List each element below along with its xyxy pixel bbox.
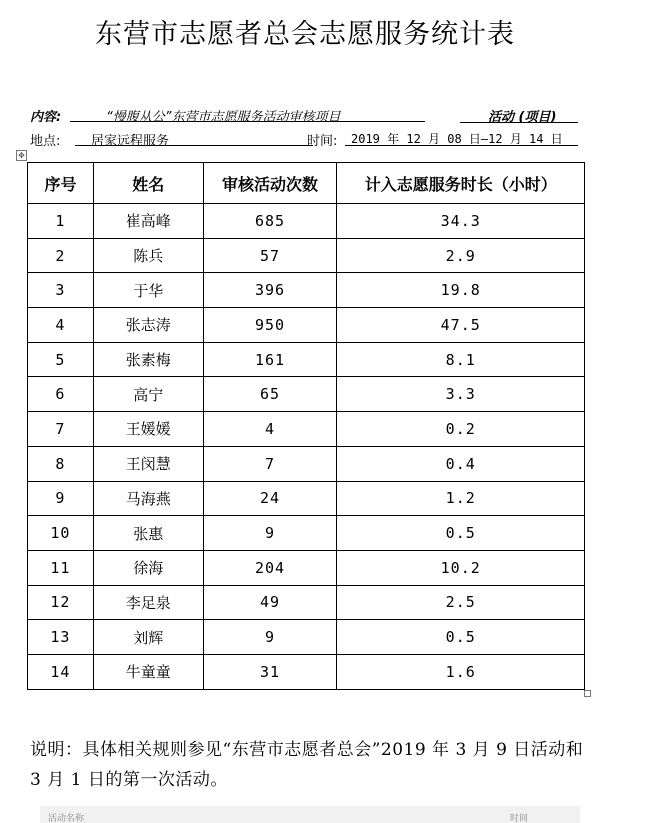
footer-col-activity: 活动名称 [48, 814, 85, 823]
cell-hours[interactable]: 19.8 [337, 273, 585, 308]
time-label: 时间: [307, 134, 338, 149]
cell-count[interactable]: 685 [203, 204, 337, 239]
footer-strip [40, 806, 580, 823]
cell-name[interactable]: 王媛媛 [93, 412, 203, 447]
content-label: 内容: [30, 110, 62, 125]
page-title: 东营市志愿者总会志愿服务统计表 [95, 19, 515, 50]
table-row [28, 342, 585, 377]
cell-hours[interactable]: 1.2 [337, 481, 585, 516]
cell-index[interactable]: 2 [28, 238, 94, 273]
table-row [28, 446, 585, 481]
cell-index[interactable]: 3 [28, 273, 94, 308]
cell-count[interactable]: 57 [203, 238, 337, 273]
content-value[interactable]: “慢腹从公”东营市志愿服务活动审核项目 [70, 106, 425, 122]
cell-index[interactable]: 6 [28, 377, 94, 412]
cell-index[interactable]: 5 [28, 342, 94, 377]
place-value[interactable]: 居家远程服务 [75, 130, 313, 146]
cell-name[interactable]: 张素梅 [93, 342, 203, 377]
table-resize-handle[interactable] [584, 690, 591, 697]
cell-name[interactable]: 刘辉 [93, 620, 203, 655]
cell-index[interactable]: 11 [28, 550, 94, 585]
cell-count[interactable]: 65 [203, 377, 337, 412]
cell-name[interactable]: 牛童童 [93, 654, 203, 689]
cell-hours[interactable]: 0.5 [337, 516, 585, 551]
cell-hours[interactable]: 34.3 [337, 204, 585, 239]
cell-hours[interactable]: 2.5 [337, 585, 585, 620]
cell-index[interactable]: 7 [28, 412, 94, 447]
cell-hours[interactable]: 0.4 [337, 446, 585, 481]
cell-count[interactable]: 9 [203, 620, 337, 655]
place-label: 地点: [30, 134, 61, 149]
table-row [28, 412, 585, 447]
cell-hours[interactable]: 8.1 [337, 342, 585, 377]
header-index: 序号 [28, 163, 94, 204]
tag-underline [460, 122, 578, 123]
cell-hours[interactable]: 2.9 [337, 238, 585, 273]
cell-hours[interactable]: 0.5 [337, 620, 585, 655]
cell-hours[interactable]: 47.5 [337, 308, 585, 343]
time-value[interactable]: 2019 年 12 月 08 日—12 月 14 日 [345, 130, 578, 146]
header-hours: 计入志愿服务时长（小时） [337, 163, 585, 204]
table-move-handle-icon[interactable]: ✥ [16, 150, 27, 161]
cell-name[interactable]: 张惠 [93, 516, 203, 551]
cell-count[interactable]: 31 [203, 654, 337, 689]
footer-col-time: 时间 [510, 814, 529, 823]
table-row [28, 481, 585, 516]
stats-table [27, 162, 585, 690]
cell-index[interactable]: 9 [28, 481, 94, 516]
header-count: 审核活动次数 [203, 163, 337, 204]
table-row [28, 516, 585, 551]
table-row [28, 550, 585, 585]
table-row [28, 273, 585, 308]
cell-name[interactable]: 徐海 [93, 550, 203, 585]
cell-count[interactable]: 161 [203, 342, 337, 377]
table-row [28, 620, 585, 655]
cell-count[interactable]: 7 [203, 446, 337, 481]
table-row [28, 654, 585, 689]
cell-name[interactable]: 马海燕 [93, 481, 203, 516]
cell-index[interactable]: 12 [28, 585, 94, 620]
table-row [28, 377, 585, 412]
cell-index[interactable]: 13 [28, 620, 94, 655]
table-header-row [28, 163, 585, 204]
cell-hours[interactable]: 1.6 [337, 654, 585, 689]
table-row [28, 585, 585, 620]
place-line [30, 130, 578, 148]
table-row [28, 238, 585, 273]
cell-hours[interactable]: 10.2 [337, 550, 585, 585]
header-name: 姓名 [93, 163, 203, 204]
cell-count[interactable]: 24 [203, 481, 337, 516]
cell-index[interactable]: 10 [28, 516, 94, 551]
note-text: 说明：具体相关规则参见“东营市志愿者总会”2019 年 3 月 9 日活动和 3 月 1 日的第一次活动。 [30, 740, 584, 790]
content-line [30, 106, 578, 124]
cell-count[interactable]: 396 [203, 273, 337, 308]
cell-name[interactable]: 王闵慧 [93, 446, 203, 481]
cell-count[interactable]: 9 [203, 516, 337, 551]
cell-name[interactable]: 李足泉 [93, 585, 203, 620]
cell-index[interactable]: 8 [28, 446, 94, 481]
table-row [28, 204, 585, 239]
cell-hours[interactable]: 0.2 [337, 412, 585, 447]
cell-count[interactable]: 204 [203, 550, 337, 585]
cell-name[interactable]: 于华 [93, 273, 203, 308]
cell-hours[interactable]: 3.3 [337, 377, 585, 412]
cell-count[interactable]: 950 [203, 308, 337, 343]
cell-index[interactable]: 4 [28, 308, 94, 343]
table-row [28, 308, 585, 343]
cell-name[interactable]: 张志涛 [93, 308, 203, 343]
cell-name[interactable]: 崔高峰 [93, 204, 203, 239]
cell-count[interactable]: 4 [203, 412, 337, 447]
cell-name[interactable]: 陈兵 [93, 238, 203, 273]
cell-name[interactable]: 高宁 [93, 377, 203, 412]
cell-count[interactable]: 49 [203, 585, 337, 620]
activity-tag: 活动 (项目) [488, 110, 557, 125]
cell-index[interactable]: 14 [28, 654, 94, 689]
cell-index[interactable]: 1 [28, 204, 94, 239]
